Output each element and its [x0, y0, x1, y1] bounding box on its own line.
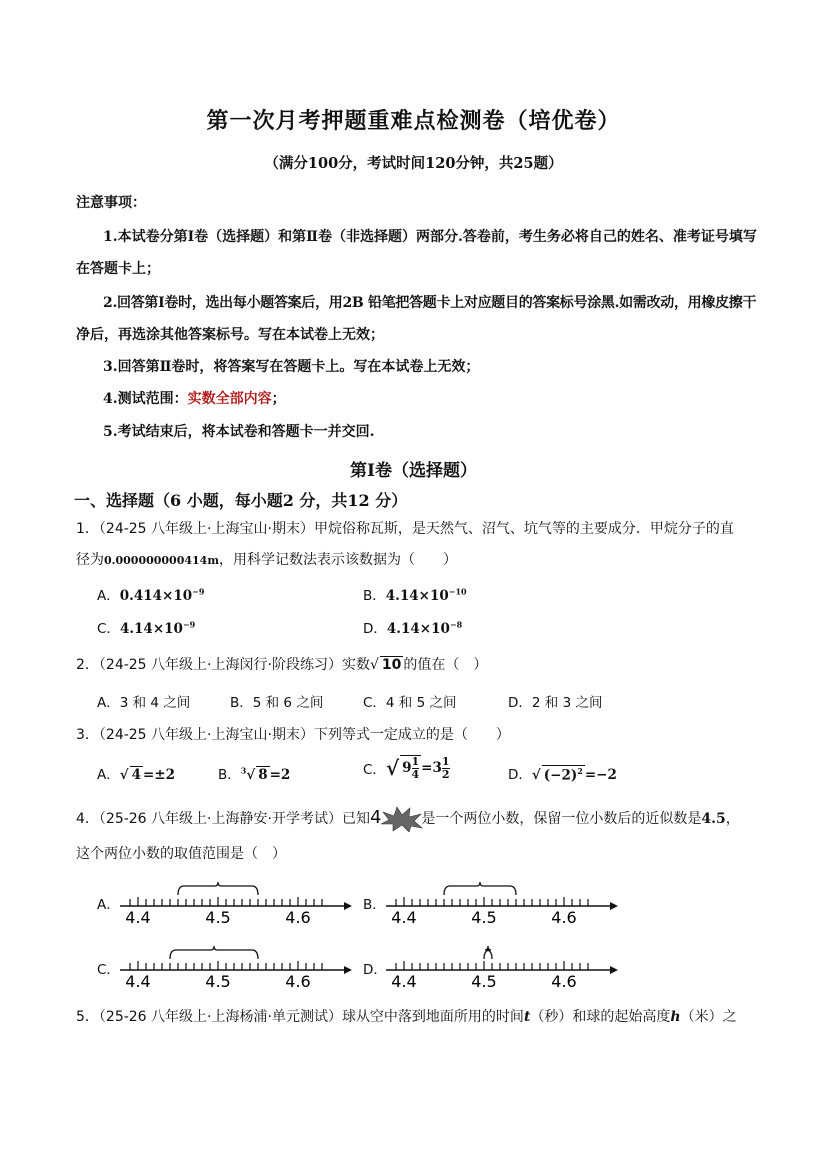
- q4-suffix: ，: [725, 811, 740, 827]
- q3-a-rhs: =±2: [143, 767, 176, 783]
- q1-d-base: 4.14×10: [386, 621, 450, 637]
- q3-c-eq: =3: [421, 760, 442, 776]
- q5-mid: （秒）和球的起始高度: [530, 1009, 671, 1025]
- notice-item-4-suffix: ；: [271, 391, 286, 407]
- number-line-d: [384, 940, 624, 990]
- number-line-b: [384, 876, 624, 926]
- q3-c-fraction: [412, 756, 420, 781]
- axis-arrow-icon: [344, 902, 352, 910]
- axis-tick-label: 4.5: [205, 972, 231, 991]
- axis-tick-label: 4.6: [551, 972, 577, 991]
- q2-option-b[interactable]: B．5 和 6 之间: [230, 695, 324, 711]
- q1-option-a[interactable]: [97, 584, 204, 604]
- q4-mid: 是一个两位小数，保留一位小数后的近似数是: [421, 811, 702, 827]
- axis-tick-label: 4.6: [551, 908, 577, 927]
- q3-b-label: B．: [218, 767, 241, 783]
- q5-stem: [76, 1006, 737, 1026]
- q1-option-c[interactable]: [97, 617, 195, 637]
- interval-brace: [444, 882, 516, 895]
- part-title: 一、选择题（6 小题，每小题2 分，共12 分）: [74, 491, 408, 510]
- sqrt-symbol: √: [369, 657, 379, 673]
- q1-number: 0.000000000414m: [104, 554, 219, 567]
- q4-option-b[interactable]: B．: [363, 897, 386, 913]
- q1-d-exp: −8: [449, 619, 463, 630]
- q3-d-rhs: =−2: [584, 767, 617, 783]
- q1-option-d[interactable]: [363, 617, 462, 637]
- q1-a-base: 0.414×10: [119, 588, 193, 604]
- axis-tick-label: 4.5: [471, 908, 497, 927]
- q2-option-a[interactable]: A．3 和 4 之间: [97, 695, 191, 711]
- q3-c-radicand: [400, 755, 421, 781]
- axis-arrow-icon: [610, 902, 618, 910]
- q5-prefix: 5．（25-26 八年级上·上海杨浦·单元测试）球从空中落到地面所用的时间: [76, 1009, 524, 1025]
- notice-item-5: 5.考试结束后，将本试卷和答题卡一并交回.: [103, 424, 375, 440]
- q5-var-h: h: [670, 1009, 681, 1025]
- q2-radicand: 10: [381, 657, 402, 673]
- axis-tick-label: 4.4: [391, 972, 417, 991]
- q4-digit: 4: [369, 807, 382, 828]
- q3-option-b[interactable]: [218, 763, 290, 783]
- notice-item-4: [103, 388, 286, 408]
- q1-a-exp: −9: [192, 586, 205, 597]
- q1-c-base: 4.14×10: [119, 621, 183, 637]
- q2-suffix: 的值在（ ）: [403, 657, 488, 673]
- q4-stem-line2: 这个两位小数的取值范围是（ ）: [76, 846, 286, 862]
- q1-prefix: 径为: [76, 552, 104, 568]
- q3-b-radicand: 8: [258, 767, 268, 783]
- interval-brace: [170, 946, 258, 959]
- q4-option-a[interactable]: A．: [97, 897, 120, 913]
- page-subtitle: （满分100分，考试时间120分钟，共25题）: [264, 155, 563, 172]
- q1-option-b[interactable]: [363, 584, 467, 604]
- q3-c-num: 1: [411, 755, 420, 768]
- page-title: 第一次月考押题重难点检测卷（培优卷）: [206, 108, 621, 134]
- notice-heading: 注意事项：: [76, 195, 146, 211]
- q1-stem-line2: [76, 549, 457, 569]
- q4-option-d[interactable]: D．: [363, 962, 387, 978]
- q2-stem: [76, 654, 487, 674]
- axis-tick-label: 4.4: [125, 972, 151, 991]
- q3-a-radicand: 4: [131, 767, 142, 783]
- axis-arrow-icon: [610, 966, 618, 974]
- axis-tick-label: 4.5: [205, 908, 231, 927]
- q1-a-label: A．: [97, 588, 120, 604]
- notice-item-2-cont: 净后，再选涂其他答案标号。写在本试卷上无效；: [76, 327, 384, 343]
- q1-c-label: C．: [97, 621, 120, 637]
- q3-option-a[interactable]: [97, 763, 175, 783]
- notice-item-2: 2.回答第Ⅰ卷时，选出每小题答案后，用2B 铅笔把答题卡上对应题目的答案标号涂黑.如需改动，用橡皮擦干: [103, 295, 757, 311]
- q3-d-label: D．: [508, 767, 532, 783]
- test-scope: 实数全部内容: [187, 391, 272, 407]
- q3-a-label: A．: [97, 767, 120, 783]
- q3-b-rhs: =2: [269, 767, 291, 783]
- q1-b-label: B．: [363, 588, 386, 604]
- notice-item-1: 1.本试卷分第Ⅰ卷（选择题）和第Ⅱ卷（非选择题）两部分.答卷前，考生务必将自己的姓名、准考证号填写: [103, 229, 757, 245]
- axis-tick-label: 4.6: [285, 908, 311, 927]
- interval-brace: [178, 882, 258, 895]
- q1-d-label: D．: [363, 621, 387, 637]
- q3-c-rden: 2: [441, 767, 450, 781]
- sqrt-symbol: √: [531, 767, 541, 783]
- axis-tick-label: 4.4: [125, 908, 151, 927]
- axis-arrow-icon: [344, 966, 352, 974]
- q3-d-base: (−2): [543, 767, 578, 783]
- q2-prefix: 2．（24-25 八年级上·上海闵行·阶段练习）实数: [76, 657, 370, 673]
- q1-b-exp: −10: [448, 586, 467, 597]
- burst-icon: [379, 806, 423, 832]
- q3-c-rfraction: [442, 756, 450, 781]
- q3-stem: 3．（24-25 八年级上·上海宝山·期末）下列等式一定成立的是（ ）: [76, 727, 510, 743]
- q4-prefix: 4．（25-26 八年级上·上海静安·开学考试）已知: [76, 811, 370, 827]
- q1-b-base: 4.14×10: [385, 588, 449, 604]
- axis-tick-label: 4.4: [391, 908, 417, 927]
- q5-suffix: （米）之: [680, 1009, 737, 1025]
- notice-item-3: 3.回答第Ⅱ卷时，将答案写在答题卡上。写在本试卷上无效；: [103, 359, 480, 375]
- axis-tick-label: 4.6: [285, 972, 311, 991]
- q2-option-c[interactable]: C．4 和 5 之间: [363, 695, 457, 711]
- sqrt-symbol: √: [385, 756, 400, 780]
- q1-suffix: ，用科学记数法表示该数据为（ ）: [218, 552, 457, 568]
- interval-brace: [484, 946, 492, 959]
- q2-option-d[interactable]: D．2 和 3 之间: [508, 695, 603, 711]
- notice-item-1-cont: 在答题卡上；: [76, 261, 160, 277]
- q5-var-t: t: [523, 1009, 531, 1025]
- section-title: 第Ⅰ卷（选择题）: [350, 461, 477, 481]
- notice-item-4-prefix: 4.测试范围：: [103, 391, 188, 407]
- q3-option-c[interactable]: [363, 755, 450, 781]
- q3-c-whole: 9: [402, 760, 412, 776]
- q1-c-exp: −9: [182, 619, 196, 630]
- q1-stem-line1: 1．（24-25 八年级上·上海宝山·期末）甲烷俗称瓦斯，是天然气、沼气、坑气等的主要成分．甲烷分子的直: [76, 521, 734, 537]
- q4-value: 4.5: [701, 811, 726, 827]
- q3-c-den: 4: [411, 768, 420, 781]
- number-line-c: [118, 940, 358, 990]
- q3-c-rnum: 1: [441, 754, 450, 768]
- q4-stem-line1: [76, 806, 740, 832]
- sqrt-symbol: √: [246, 767, 256, 783]
- q3-b-index: 3: [240, 765, 247, 776]
- q3-c-label: C．: [363, 762, 386, 778]
- axis-tick-label: 4.5: [471, 972, 497, 991]
- q3-d-radicand: [542, 765, 585, 784]
- number-line-a: [118, 876, 358, 926]
- q3-d-exp: 2: [577, 765, 583, 776]
- q3-option-d[interactable]: [508, 763, 617, 783]
- q4-option-c[interactable]: C．: [97, 962, 120, 978]
- sqrt-symbol: √: [119, 767, 129, 783]
